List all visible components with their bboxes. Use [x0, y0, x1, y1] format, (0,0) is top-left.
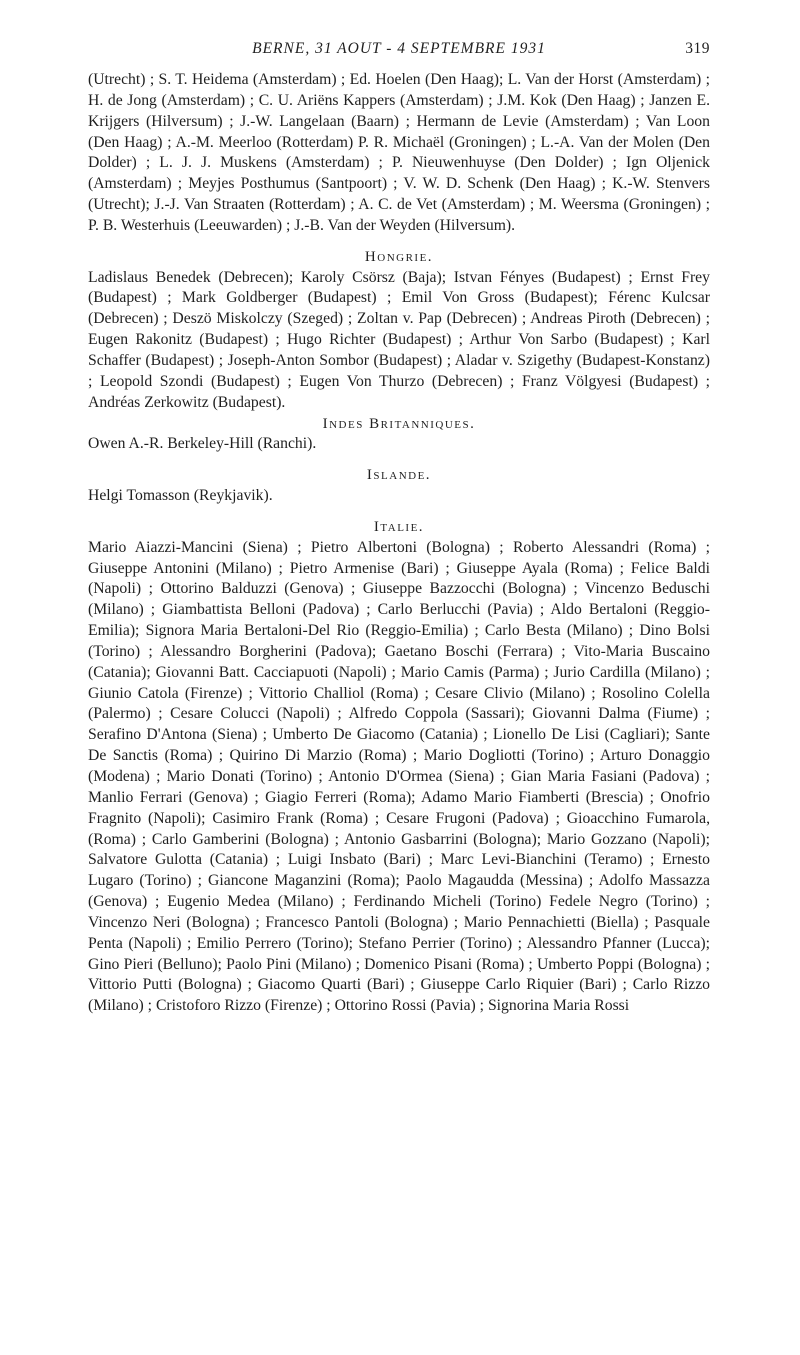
page-number: 319	[685, 40, 710, 57]
section-title-hongrie: Hongrie.	[364, 248, 434, 265]
islande-list: Helgi Tomasson (Reykjavik).	[88, 487, 273, 505]
section-title-islande: Islande.	[366, 467, 432, 484]
page-header	[88, 40, 710, 70]
section-title-italie: Italie.	[373, 518, 425, 535]
indes-britanniques-list: Owen A.-R. Berkeley-Hill (Ranchi).	[88, 435, 317, 453]
pays-bas-list-continued: (Utrecht) ; S. T. Heidema (Amsterdam) ; Ed. Hoelen (Den Haag); L. Van der Horst (Amsterdam) ; H. de Jong (Amsterdam) ; C. U. Ariëns Kappers (Amsterdam) ; J.M. Kok (Den Haag) ; Janzen E. Krijgers (Hilversum) ; J.-W. Langelaan (Baarn) ; Hermann de Levie (Amsterdam) ; Van Loon (Den Haag) ; A.-M. Meerloo (Rotterdam) P. R. Michaël (Groningen) ; L.-A. Van der Molen (Den Dolder) ; L. J. J. Muskens (Amsterdam) ; P. Nieuwenhuyse (Den Dolder) ; Ign Oljenick (Amsterdam) ; Meyjes Posthumus (Santpoort) ; V. W. D. Schenk (Den Haag) ; K.-W. Stenvers (Utrecht); J.-J. Van Straaten (Rotterdam) ; A. C. de Vet (Amsterdam) ; M. Weersma (Groningen) ; P. B. Westerhuis (Leeuwarden) ; J.-B. Van der Weyden (Hilversum).	[88, 71, 710, 234]
section-title-indes-britanniques: Indes Britanniques.	[322, 415, 476, 432]
hongrie-list: Ladislaus Benedek (Debrecen); Karoly Csörsz (Baja); Istvan Fényes (Budapest) ; Ernst Frey (Budapest) ; Mark Goldberger (Budapest) ; Emil Von Gross (Budapest); Férenc Kulcsar (Debrecen) ; Deszö Miskolczy (Szeged) ; Zoltan v. Pap (Debrecen) ; Andreas Piroth (Debrecen) ; Eugen Rakonitz (Budapest) ; Hugo Richter (Budapest) ; Arthur Von Sarbo (Budapest) ; Karl Schaffer (Budapest) ; Joseph-Anton Sombor (Budapest) ; Aladar v. Szigethy (Budapest-Konstanz) ; Leopold Szondi (Budapest) ; Eugen Von Thurzo (Debrecen) ; Franz Völgyesi (Budapest) ; Andréas Zerkowitz (Budapest).	[88, 268, 710, 411]
italie-list: Mario Aiazzi-Mancini (Siena) ; Pietro Albertoni (Bologna) ; Roberto Alessandri (Roma) ; Giuseppe Antonini (Milano) ; Pietro Armenise (Bari) ; Giuseppe Ayala (Roma) ; Felice Baldi (Napoli) ; Ottorino Balduzzi (Genova) ; Giuseppe Bazzocchi (Bologna) ; Vincenzo Beduschi (Milano) ; Giambattista Belloni (Padova) ; Carlo Berlucchi (Pavia) ; Aldo Bertaloni (Reggio-Emilia); Signora Maria Bertaloni-Del Rio (Reggio-Emilia) ; Carlo Besta (Milano) ; Dino Bolsi (Torino) ; Alessandro Borgherini (Padova); Gaetano Boschi (Ferrara) ; Vito-Maria Buscaino (Catania); Giovanni Batt. Cacciapuoti (Napoli) ; Mario Camis (Parma) ; Jurio Cardilla (Milano) ; Giunio Catola (Firenze) ; Vittorio Challiol (Roma) ; Cesare Clivio (Milano) ; Rosolino Colella (Palermo) ; Cesare Colucci (Napoli) ; Alfredo Coppola (Sassari); Giovanni Dalma (Fiume) ; Serafino D'Antona (Siena) ; Umberto De Giacomo (Catania) ; Lionello De Lisi (Cagliari); Sante De Sanctis (Roma) ; Quirino Di Marzio (Roma) ; Mario Dogliotti (Torino) ; Arturo Donaggio (Modena) ; Mario Donati (Torino) ; Antonio D'Ormea (Siena) ; Gian Maria Fasiani (Padova) ; Manlio Ferrari (Genova) ; Giagio Ferreri (Roma); Adamo Mario Fiamberti (Brescia) ; Onofrio Fragnito (Napoli); Casimiro Frank (Roma) ; Cesare Frugoni (Padova) ; Gioacchino Fumarola, (Roma) ; Carlo Gamberini (Bologna) ; Antonio Gasbarrini (Bologna); Mario Gozzano (Napoli); Salvatore Gulotta (Catania) ; Luigi Insbato (Bari) ; Marc Levi-Bianchini (Teramo) ; Ernesto Lugaro (Torino) ; Giancone Maganzini (Roma); Paolo Magaudda (Messina) ; Adolfo Massazza (Genova) ; Eugenio Medea (Milano) ; Ferdinando Micheli (Torino) Fedele Negro (Torino) ; Vincenzo Neri (Bologna) ; Francesco Pantoli (Bologna) ; Mario Pennachietti (Biella) ; Pasquale Penta (Napoli) ; Emilio Perrero (Torino); Stefano Perrier (Torino) ; Alessandro Pfanner (Lucca); Gino Pieri (Belluno); Paolo Pini (Milano) ; Domenico Pisani (Roma) ; Umberto Poppi (Bologna) ; Vittorio Putti (Bologna) ; Giacomo Quarti (Bari) ; Giuseppe Carlo Riquier (Bari) ; Carlo Rizzo (Milano) ; Cristoforo Rizzo (Firenze) ; Ottorino Rossi (Pavia) ; Signorina Maria Rossi	[88, 538, 710, 1015]
document-page	[88, 40, 710, 1017]
running-head: BERNE, 31 AOUT - 4 SEPTEMBRE 1931	[252, 40, 546, 57]
